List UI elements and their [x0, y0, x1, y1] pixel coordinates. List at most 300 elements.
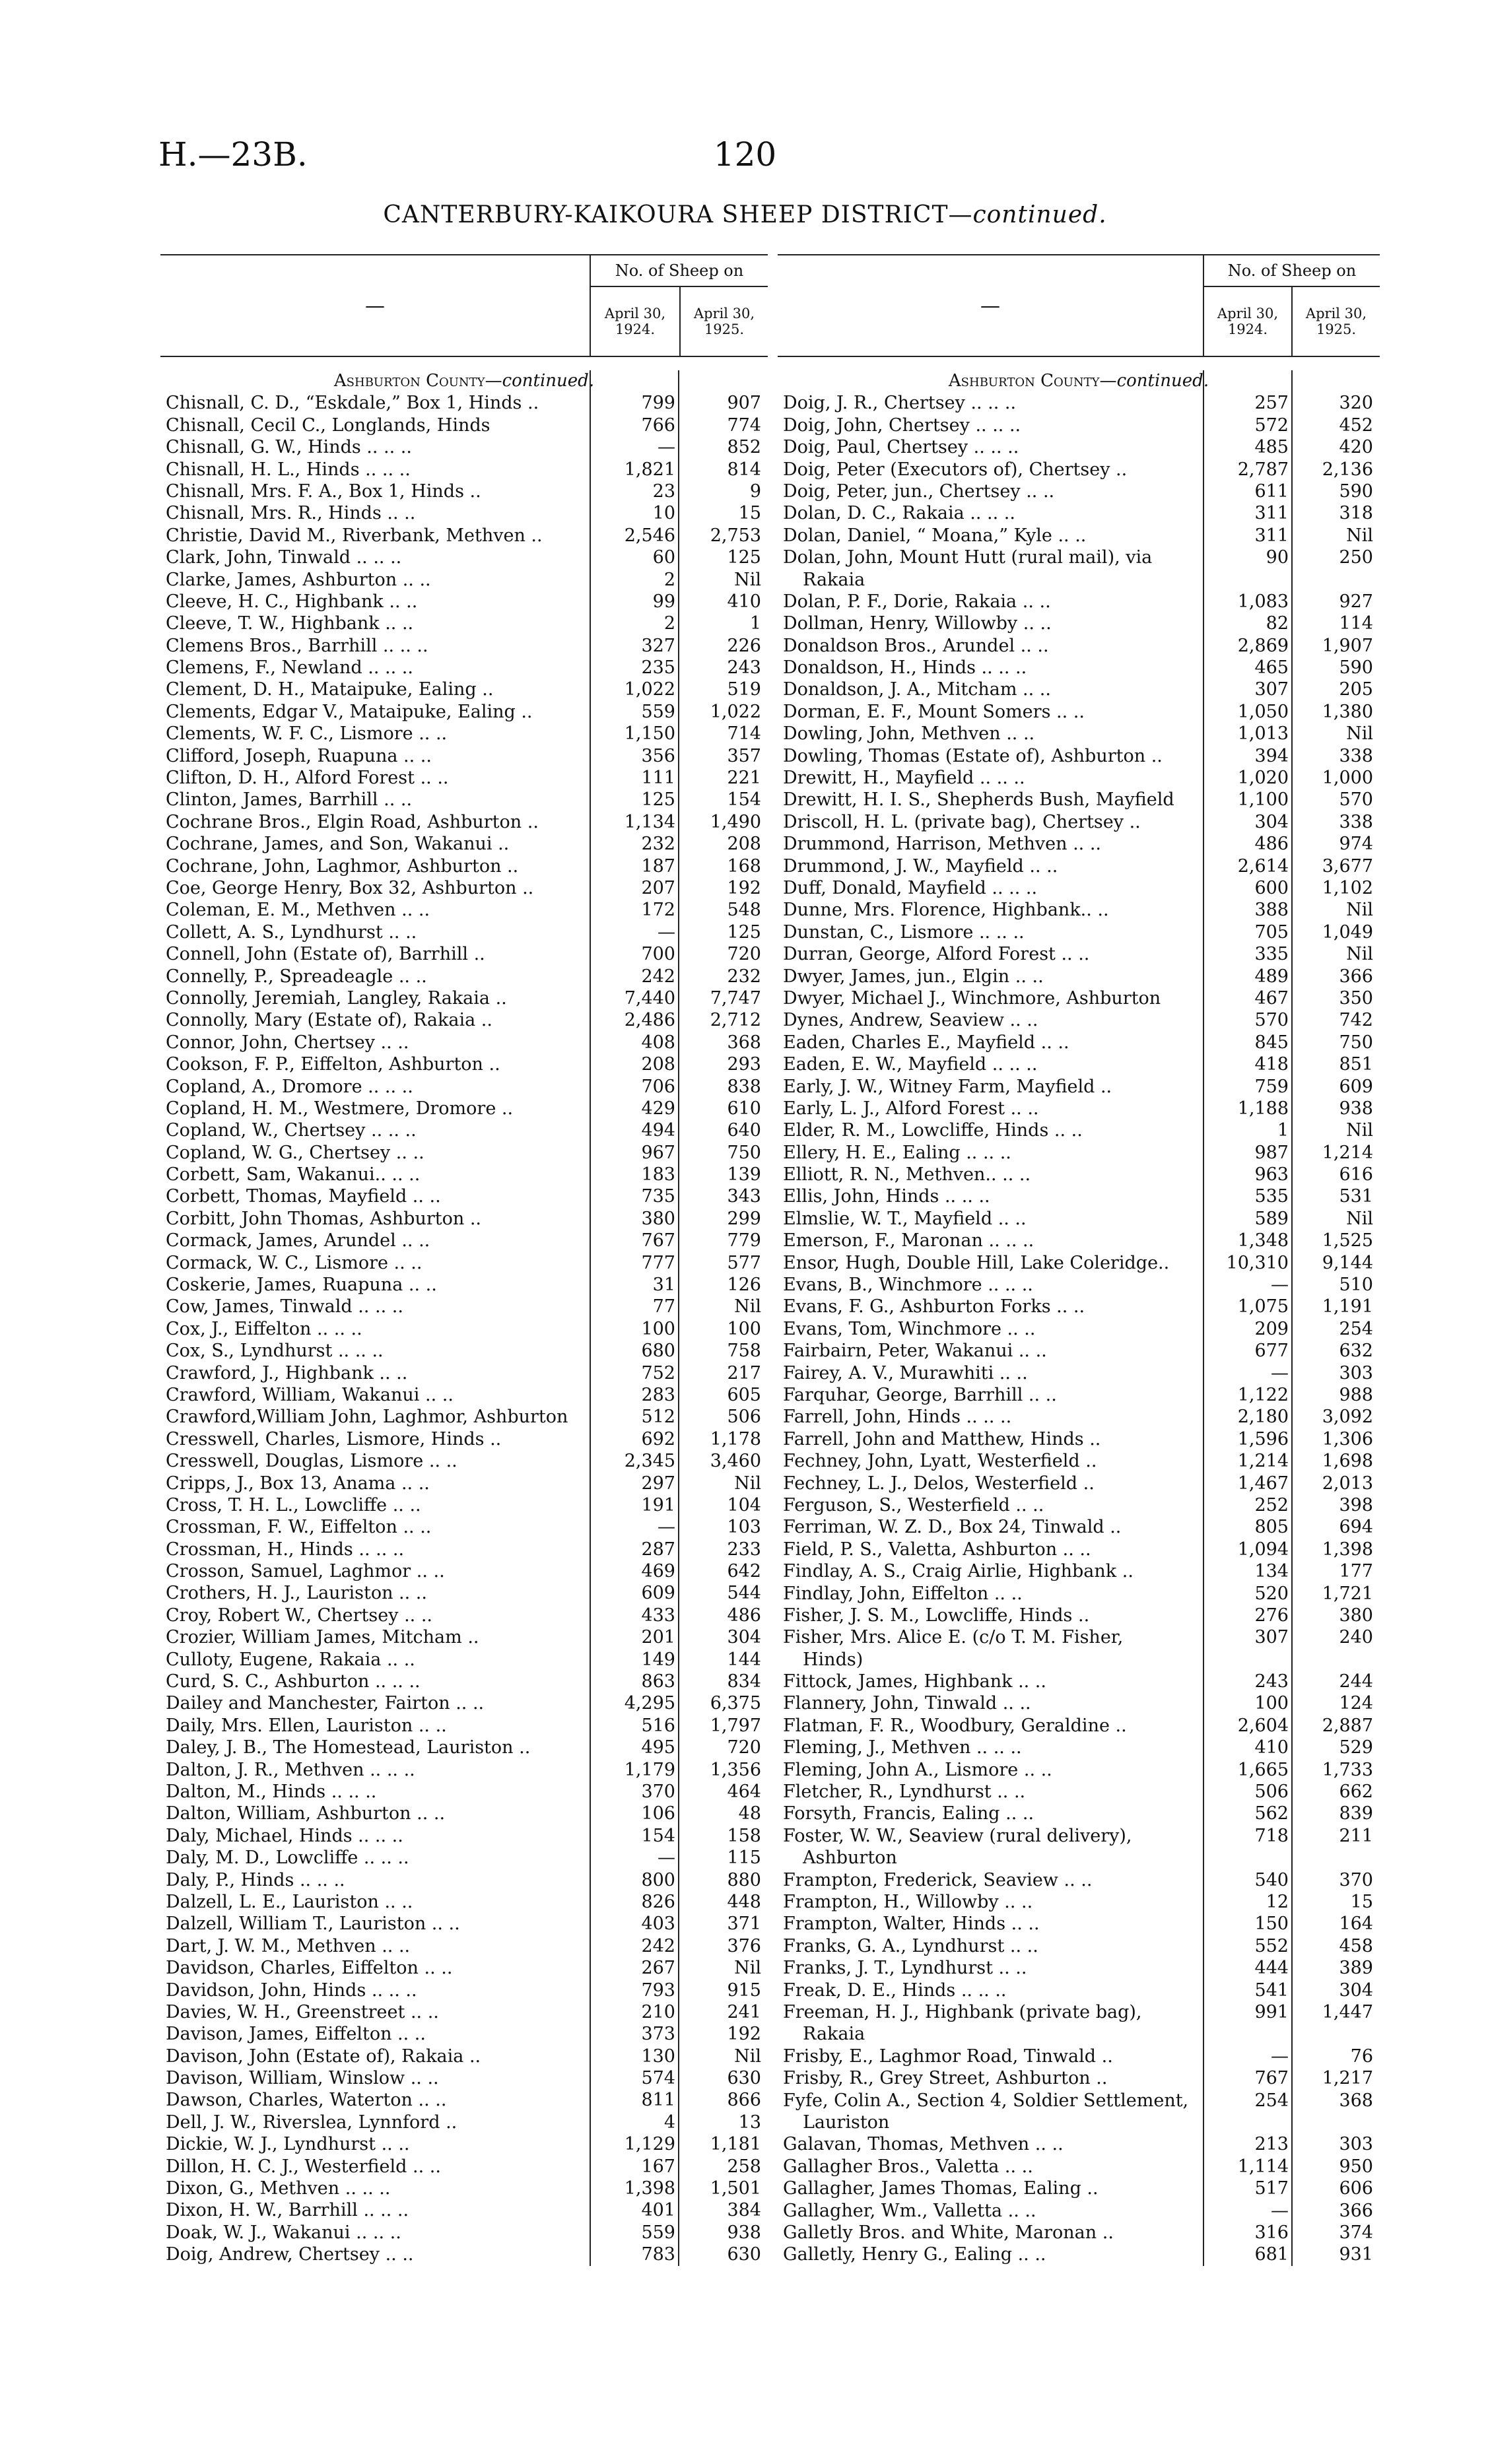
sheep-count-1924: 465 [1254, 657, 1289, 679]
sheep-count-1924: — [1271, 1362, 1289, 1383]
holder-name-line: Frisby, E., Laghmor Road, Tinwald .. [783, 2046, 1113, 2067]
table-row [778, 943, 1380, 965]
holder-name-line: Dunne, Mrs. Florence, Highbank.. .. [783, 900, 1109, 921]
table-row [778, 1869, 1380, 1891]
sheep-count-1925: 974 [1339, 834, 1373, 855]
table-row [778, 1913, 1380, 1935]
table-row [160, 2199, 768, 2221]
table-row [778, 1539, 1380, 1560]
table-row [160, 855, 768, 877]
holder-name-line: Fechney, L. J., Delos, Westerfield .. [783, 1473, 1095, 1494]
holder-name-line: Crozier, William James, Mitcham .. [166, 1627, 479, 1648]
sheep-count-1924: — [658, 437, 675, 458]
sheep-count-1925: 1,178 [710, 1428, 761, 1449]
holder-name [783, 1671, 1046, 1692]
table-row [778, 1318, 1380, 1340]
sheep-count-1925: 1,217 [1322, 2068, 1373, 2089]
sheep-count-1924: 735 [641, 1186, 675, 1207]
sheep-count-1925: 2,136 [1322, 459, 1373, 480]
holder-name [166, 811, 539, 833]
holder-name-line: Dowling, Thomas (Estate of), Ashburton .. [783, 745, 1163, 766]
holder-name-line: Doig, Peter (Executors of), Chertsey .. [783, 459, 1128, 480]
holder-name [166, 1539, 404, 1560]
sheep-count-1924: 766 [641, 415, 675, 436]
sheep-count-1925: 938 [727, 2222, 761, 2243]
table-row [160, 2178, 768, 2199]
sheep-count-1925: 1,306 [1322, 1428, 1373, 1449]
holder-name [166, 1053, 500, 1075]
holder-name-line: Crawford, William, Wakanui .. .. [166, 1384, 454, 1405]
sheep-count-1925: 15 [1350, 1892, 1373, 1912]
table-row [160, 2112, 768, 2133]
table-row [778, 1583, 1380, 1605]
holder-name-line: Daily, Mrs. Ellen, Lauriston .. .. [166, 1715, 447, 1736]
holder-name-line: Chisnall, C. D., “Eskdale,” Box 1, Hinds .. [166, 393, 539, 414]
sheep-count-1924: 777 [641, 1252, 675, 1273]
holder-name-line: Flatman, F. R., Woodbury, Geraldine .. [783, 1715, 1127, 1736]
sheep-count-1925: 1,398 [1322, 1539, 1373, 1560]
sheep-count-1925: 720 [727, 944, 761, 965]
holder-name-line: Chisnall, Mrs. R., Hinds .. .. [166, 503, 416, 524]
table-row [778, 591, 1380, 613]
holder-name [783, 2133, 1064, 2155]
name-column-header: — [365, 294, 385, 317]
holder-name-line: Frampton, H., Willowby .. .. [783, 1892, 1033, 1912]
holder-name [166, 1164, 420, 1185]
holder-name [166, 1494, 421, 1516]
holder-name-line: Crawford, J., Highbank .. .. [166, 1362, 408, 1383]
holder-name [166, 1384, 454, 1406]
holder-name-line: Fleming, John A., Lismore .. .. [783, 1759, 1052, 1780]
sheep-count-1924: 793 [641, 1980, 675, 2001]
holder-name [783, 1119, 1083, 1141]
sheep-count-1924: 1,114 [1237, 2156, 1289, 2177]
table-row [778, 2046, 1380, 2067]
sheep-count-1924: 559 [641, 2222, 675, 2243]
holder-name-line: Daly, M. D., Lowcliffe .. .. .. [166, 1848, 409, 1869]
table-row [160, 415, 768, 436]
holder-name-line: Ellery, H. E., Ealing .. .. .. [783, 1142, 1011, 1163]
table-row [160, 1296, 768, 1317]
holder-name-line: Ferguson, S., Westerfield .. .. [783, 1494, 1044, 1515]
holder-name-line: Dalzell, L. E., Lauriston .. .. [166, 1891, 413, 1912]
sheep-count-1925: 464 [727, 1781, 761, 1802]
sheep-count-1925: 452 [1339, 415, 1373, 436]
table-row [778, 966, 1380, 987]
year-1924-header: April 30, 1924. [591, 287, 681, 356]
sheep-count-1925: 3,677 [1322, 855, 1373, 877]
sheep-count-1925: 318 [1339, 503, 1373, 524]
sheep-count-1924: 2,486 [624, 1010, 675, 1031]
sheep-count-1924: — [1271, 1275, 1289, 1296]
sheep-count-1924: 444 [1254, 1958, 1289, 1979]
table-row [160, 1185, 768, 1207]
sheep-count-1925: 258 [727, 2156, 761, 2177]
table-row [160, 525, 768, 547]
sheep-count-1925: Nil [734, 569, 761, 590]
table-row [778, 1053, 1380, 1075]
sheep-count-1925: 164 [1339, 1914, 1373, 1935]
sheep-count-1924: 283 [641, 1384, 675, 1405]
sheep-count-1925: 694 [1339, 1517, 1373, 1538]
holder-name-line: Cross, T. H. L., Lowcliffe .. .. [166, 1494, 421, 1515]
holder-name [166, 855, 518, 877]
table-row [778, 2001, 1380, 2046]
sheep-count-1925: 420 [1339, 437, 1373, 458]
table-row [160, 459, 768, 481]
table-row [778, 723, 1380, 745]
holder-name [166, 591, 417, 613]
holder-name [166, 2156, 441, 2178]
sheep-count-1925: 2,753 [710, 525, 761, 546]
table-row [778, 1185, 1380, 1207]
sheep-count-1924: 1,022 [624, 679, 675, 700]
holder-name-line: Dwyer, Michael J., Winchmore, Ashburton [783, 987, 1161, 1009]
holder-name-line: Elmslie, W. T., Mayfield .. .. [783, 1208, 1027, 1229]
sheep-count-1924: 1,075 [1237, 1296, 1289, 1317]
sheep-count-1925: 1,102 [1322, 878, 1373, 898]
holder-name-line: Early, L. J., Alford Forest .. .. [783, 1098, 1039, 1119]
table-row [160, 1671, 768, 1692]
table-row [160, 1781, 768, 1803]
sheep-count-1925: 1,191 [1322, 1296, 1373, 1317]
sheep-count-1924: 1,094 [1237, 1539, 1289, 1560]
holder-name [166, 679, 493, 700]
holder-name [783, 1781, 1025, 1803]
holder-name-line: Dorman, E. F., Mount Somers .. .. [783, 701, 1085, 722]
sheep-count-1925: 410 [727, 591, 761, 612]
sheep-count-1925: 1,698 [1322, 1451, 1373, 1472]
sheep-count-1924: 541 [1254, 1980, 1289, 2001]
holder-name [783, 723, 1034, 745]
sheep-count-1924: 187 [641, 855, 675, 877]
holder-name-line: Cormack, James, Arundel .. .. [166, 1230, 430, 1251]
holder-name [783, 459, 1127, 481]
holder-name [783, 943, 1089, 965]
table-row [778, 1957, 1380, 1979]
table-row [160, 1119, 768, 1141]
sheep-count-1924: 767 [641, 1230, 675, 1251]
holder-name-line: Crossman, F. W., Eiffelton .. .. [166, 1517, 432, 1538]
sheep-count-1924: 1,214 [1237, 1451, 1289, 1472]
sheep-count-1925: 380 [1339, 1605, 1373, 1626]
sheep-count-1924: 799 [641, 393, 675, 414]
sheep-count-1924: 1,083 [1237, 591, 1289, 612]
sheep-count-1924: 589 [1254, 1208, 1289, 1229]
holder-name [783, 1164, 1031, 1185]
sheep-count-1925: 931 [1339, 2244, 1373, 2265]
sheep-count-1925: 1,214 [1322, 1142, 1373, 1163]
holder-name-line: Cow, James, Tinwald .. .. .. [166, 1296, 403, 1317]
holder-name-line: Doig, John, Chertsey .. .. .. [783, 415, 1021, 436]
sheep-count-1924: 235 [641, 657, 675, 679]
holder-name-line: Early, J. W., Witney Farm, Mayfield .. [783, 1076, 1112, 1097]
section-heading [778, 370, 1380, 392]
holder-name [166, 1252, 422, 1274]
holder-name-line: Galletly Bros. and White, Maronan .. [783, 2222, 1114, 2243]
sheep-count-1925: 662 [1339, 1781, 1373, 1803]
holder-name-line: Forsyth, Francis, Ealing .. .. [783, 1803, 1034, 1824]
holder-name [166, 613, 413, 634]
sheep-count-1924: 2,180 [1237, 1407, 1289, 1428]
sheep-count-1925: 1,490 [710, 811, 761, 832]
sheep-count-1925: 104 [727, 1494, 761, 1515]
holder-name [783, 1142, 1011, 1164]
sheep-count-1924: 60 [652, 547, 675, 568]
sheep-count-1924: 991 [1254, 2001, 1289, 2022]
sheep-count-1925: 642 [727, 1561, 761, 1582]
holder-name-line: Gallagher, Wm., Valletta .. .. [783, 2200, 1036, 2221]
table-row [160, 1274, 768, 1296]
table-row [778, 1516, 1380, 1538]
holder-name-line: Fisher, J. S. M., Lowcliffe, Hinds .. [783, 1605, 1090, 1626]
sheep-count-1925: 1,525 [1322, 1230, 1373, 1251]
table-row [778, 392, 1380, 414]
sheep-count-1924: 267 [641, 1958, 675, 1979]
holder-name-line: Fletcher, R., Lyndhurst .. .. [783, 1781, 1026, 1803]
holder-name [783, 1473, 1095, 1494]
holder-name [166, 1980, 417, 2001]
holder-name [783, 966, 1044, 987]
holder-name [166, 635, 428, 657]
sheep-count-1924: 1,020 [1237, 768, 1289, 789]
sheep-count-1925: 907 [727, 393, 761, 414]
table-row [160, 1539, 768, 1560]
holder-name [783, 1230, 1034, 1251]
holder-name-line: Davidson, Charles, Eiffelton .. .. [166, 1958, 453, 1979]
sheep-count-1924: 706 [641, 1076, 675, 1097]
holder-name-line: Frampton, Walter, Hinds .. .. [783, 1914, 1040, 1935]
holder-name [166, 899, 430, 921]
holder-name-line: Crosson, Samuel, Laghmor .. .. [166, 1561, 445, 1582]
table-row [778, 1098, 1380, 1119]
holder-name-line: Clark, John, Tinwald .. .. .. [166, 547, 402, 568]
holder-name-line: Duff, Donald, Mayfield .. .. .. [783, 878, 1038, 898]
table-row [778, 855, 1380, 877]
sheep-count-1924: 311 [1254, 525, 1289, 546]
sheep-count-1924: 410 [1254, 1737, 1289, 1758]
sheep-count-1924: 252 [1254, 1494, 1289, 1515]
page-number: 120 [713, 135, 777, 174]
holder-name [166, 1362, 407, 1384]
holder-name [783, 1605, 1089, 1626]
table-header [778, 254, 1380, 357]
table-row [160, 833, 768, 855]
table-row [778, 2067, 1380, 2089]
holder-name-line: Dolan, P. F., Dorie, Rakaia .. .. [783, 591, 1051, 612]
holder-name-continuation: Lauriston [803, 2112, 890, 2133]
table-header [160, 254, 768, 357]
holder-name-line: Franks, J. T., Lyndhurst .. .. [783, 1958, 1027, 1979]
holder-name-line: Chisnall, Mrs. F. A., Box 1, Hinds .. [166, 481, 481, 502]
sheep-count-1925: 48 [738, 1803, 761, 1824]
sheep-count-1924: 516 [641, 1715, 675, 1736]
sheep-count-1924: 100 [1254, 1693, 1289, 1714]
sheep-count-1924: 130 [641, 2046, 675, 2067]
holder-name-line: Doig, Andrew, Chertsey .. .. [166, 2244, 414, 2265]
holder-name-line: Field, P. S., Valetta, Ashburton .. .. [783, 1539, 1091, 1560]
district-title [0, 201, 1490, 228]
table-row [778, 2200, 1380, 2222]
sheep-count-1925: 570 [1339, 789, 1373, 811]
sheep-count-1924: 167 [641, 2156, 675, 2177]
holder-name [783, 1053, 1037, 1075]
table-row [778, 2244, 1380, 2265]
holder-name-line: Cochrane, James, and Son, Wakanui .. [166, 834, 510, 855]
sheep-count-1924: 232 [641, 834, 675, 855]
holder-name-line: Dalton, William, Ashburton .. .. [166, 1803, 446, 1824]
sheep-count-1925: 758 [727, 1341, 761, 1362]
sheep-count-1924: 276 [1254, 1605, 1289, 1626]
holder-name [783, 1009, 1038, 1031]
holder-name-line: Clements, Edgar V., Mataipuke, Ealing .. [166, 701, 533, 722]
sheep-count-1924: 692 [641, 1428, 675, 1449]
holder-name [166, 657, 413, 679]
holder-name-line: Donaldson Bros., Arundel .. .. [783, 635, 1049, 656]
holder-name-line: Dart, J. W. M., Methven .. .. [166, 1935, 411, 1956]
table-row [160, 1759, 768, 1781]
sheep-count-1925: 1,721 [1322, 1583, 1373, 1604]
holder-name-line: Daley, J. B., The Homestead, Lauriston .. [166, 1737, 531, 1758]
holder-name-line: Dillon, H. C. J., Westerfield .. .. [166, 2156, 441, 2177]
sheep-count-1924: 570 [1254, 1010, 1289, 1031]
holder-name-line: Connolly, Mary (Estate of), Rakaia .. [166, 1010, 492, 1031]
holder-name-line: Coskerie, James, Ruapuna .. .. [166, 1275, 437, 1296]
sheep-count-1925: 779 [727, 1230, 761, 1251]
sheep-count-1924: 403 [641, 1914, 675, 1935]
holder-name [783, 833, 1101, 855]
sheep-count-1924: 149 [641, 1649, 675, 1670]
sheep-count-1925: 606 [1339, 2178, 1373, 2199]
holder-name [783, 1274, 1033, 1296]
holder-name-line: Flannery, John, Tinwald .. .. [783, 1693, 1031, 1714]
sheep-count-1925: 3,092 [1322, 1407, 1373, 1428]
report-reference: H.—23B. [158, 135, 308, 174]
sheep-count-1925: 915 [727, 1980, 761, 2001]
sheep-count-1924: 1,467 [1237, 1473, 1289, 1494]
table-row [778, 1715, 1380, 1737]
holder-name [783, 1869, 1092, 1891]
holder-name [166, 987, 507, 1009]
table-row [778, 1252, 1380, 1274]
holder-name [166, 392, 539, 414]
table-row [160, 392, 768, 414]
sheep-count-1925: 506 [727, 1407, 761, 1428]
table-row [160, 1715, 768, 1737]
sheep-count-1925: 927 [1339, 591, 1373, 612]
sheep-count-1925: 15 [738, 503, 761, 524]
holder-name-line: Galavan, Thomas, Methven .. .. [783, 2134, 1064, 2155]
sheep-count-1925: 370 [1339, 1869, 1373, 1890]
sheep-count-1925: 590 [1339, 481, 1373, 502]
holder-name [783, 2067, 1107, 2089]
holder-name [783, 1208, 1027, 1230]
sheep-count-1924: 486 [1254, 834, 1289, 855]
holder-name [783, 701, 1085, 723]
sheep-count-1925: 605 [727, 1384, 761, 1405]
holder-name [166, 943, 485, 965]
table-row [778, 1737, 1380, 1758]
table-row [778, 1362, 1380, 1384]
sheep-count-1924: 705 [1254, 921, 1289, 943]
sheep-count-1925: 774 [727, 415, 761, 436]
sheep-count-1925: 208 [727, 834, 761, 855]
sheep-count-1924: 82 [1266, 613, 1289, 634]
holder-name [783, 2156, 1033, 2178]
holder-name-line: Drummond, J. W., Mayfield .. .. [783, 855, 1058, 877]
sheep-count-1924: 574 [641, 2068, 675, 2089]
table-row [160, 745, 768, 767]
sheep-count-1925: 103 [727, 1517, 761, 1538]
holder-name-line: Davidson, John, Hinds .. .. .. [166, 1980, 417, 2001]
holder-name [783, 987, 1161, 1009]
holder-name [166, 1957, 452, 1979]
sheep-count-1924: 242 [641, 966, 675, 987]
section-heading-continued: continued. [1116, 371, 1209, 391]
table-row [778, 1076, 1380, 1098]
holder-name [783, 745, 1163, 767]
holder-name [166, 1671, 421, 1692]
holder-name [783, 2200, 1036, 2222]
sheep-count-1924: — [1271, 2200, 1289, 2221]
holder-name-line: Farrell, John and Matthew, Hinds .. [783, 1428, 1101, 1449]
sheep-count-1924: 106 [641, 1803, 675, 1824]
table-row [778, 1119, 1380, 1141]
sheep-count-1924: 562 [1254, 1803, 1289, 1824]
holder-name [166, 1605, 432, 1626]
holder-name [783, 1406, 1011, 1428]
holder-name [166, 459, 411, 481]
sheep-count-1925: 244 [1339, 1671, 1373, 1692]
year-1925-header: April 30, 1925. [693, 306, 755, 337]
sheep-count-1925: 609 [1339, 1076, 1373, 1097]
sheep-count-1925: 226 [727, 635, 761, 656]
table-row [160, 877, 768, 899]
sheep-count-1925: 1,797 [710, 1715, 761, 1736]
sheep-count-1924: 307 [1254, 1627, 1289, 1648]
table-row [160, 1935, 768, 1957]
district-title-text: CANTERBURY-KAIKOURA SHEEP DISTRICT— [383, 201, 973, 228]
holder-name [783, 1560, 1134, 1582]
holder-name-line: Cripps, J., Box 13, Anama .. .. [166, 1473, 430, 1494]
holder-name [166, 1032, 409, 1053]
table-row [160, 1009, 768, 1031]
holder-name-line: Gallagher Bros., Valetta .. .. [783, 2156, 1033, 2177]
sheep-count-1925: 1,022 [710, 701, 761, 722]
holder-name [166, 1185, 441, 1207]
holder-name [166, 1715, 447, 1737]
holder-name-line: Connell, John (Estate of), Barrhill .. [166, 944, 485, 965]
table-row [778, 987, 1380, 1009]
holder-name [166, 1803, 445, 1824]
holder-name-line: Davies, W. H., Greenstreet .. .. [166, 2001, 439, 2022]
holder-name-line: Cormack, W. C., Lismore .. .. [166, 1252, 423, 1273]
sheep-count-1924: 540 [1254, 1869, 1289, 1890]
holder-name [166, 525, 543, 547]
holder-name [166, 1473, 430, 1494]
sheep-count-1925: Nil [1346, 525, 1373, 546]
sheep-count-1925: 293 [727, 1054, 761, 1075]
table-row [778, 1230, 1380, 1251]
holder-name-line: Dolan, John, Mount Hutt (rural mail), via [783, 547, 1153, 568]
holder-name [166, 436, 412, 458]
sheep-count-1925: 368 [1339, 2090, 1373, 2111]
holder-name-line: Dunstan, C., Lismore .. .. .. [783, 921, 1025, 943]
holder-name [166, 1009, 492, 1031]
year-1924-header: April 30, 1924. [1204, 287, 1293, 356]
sheep-count-1925: 241 [727, 2001, 761, 2022]
sheep-count-1925: 192 [727, 2024, 761, 2045]
